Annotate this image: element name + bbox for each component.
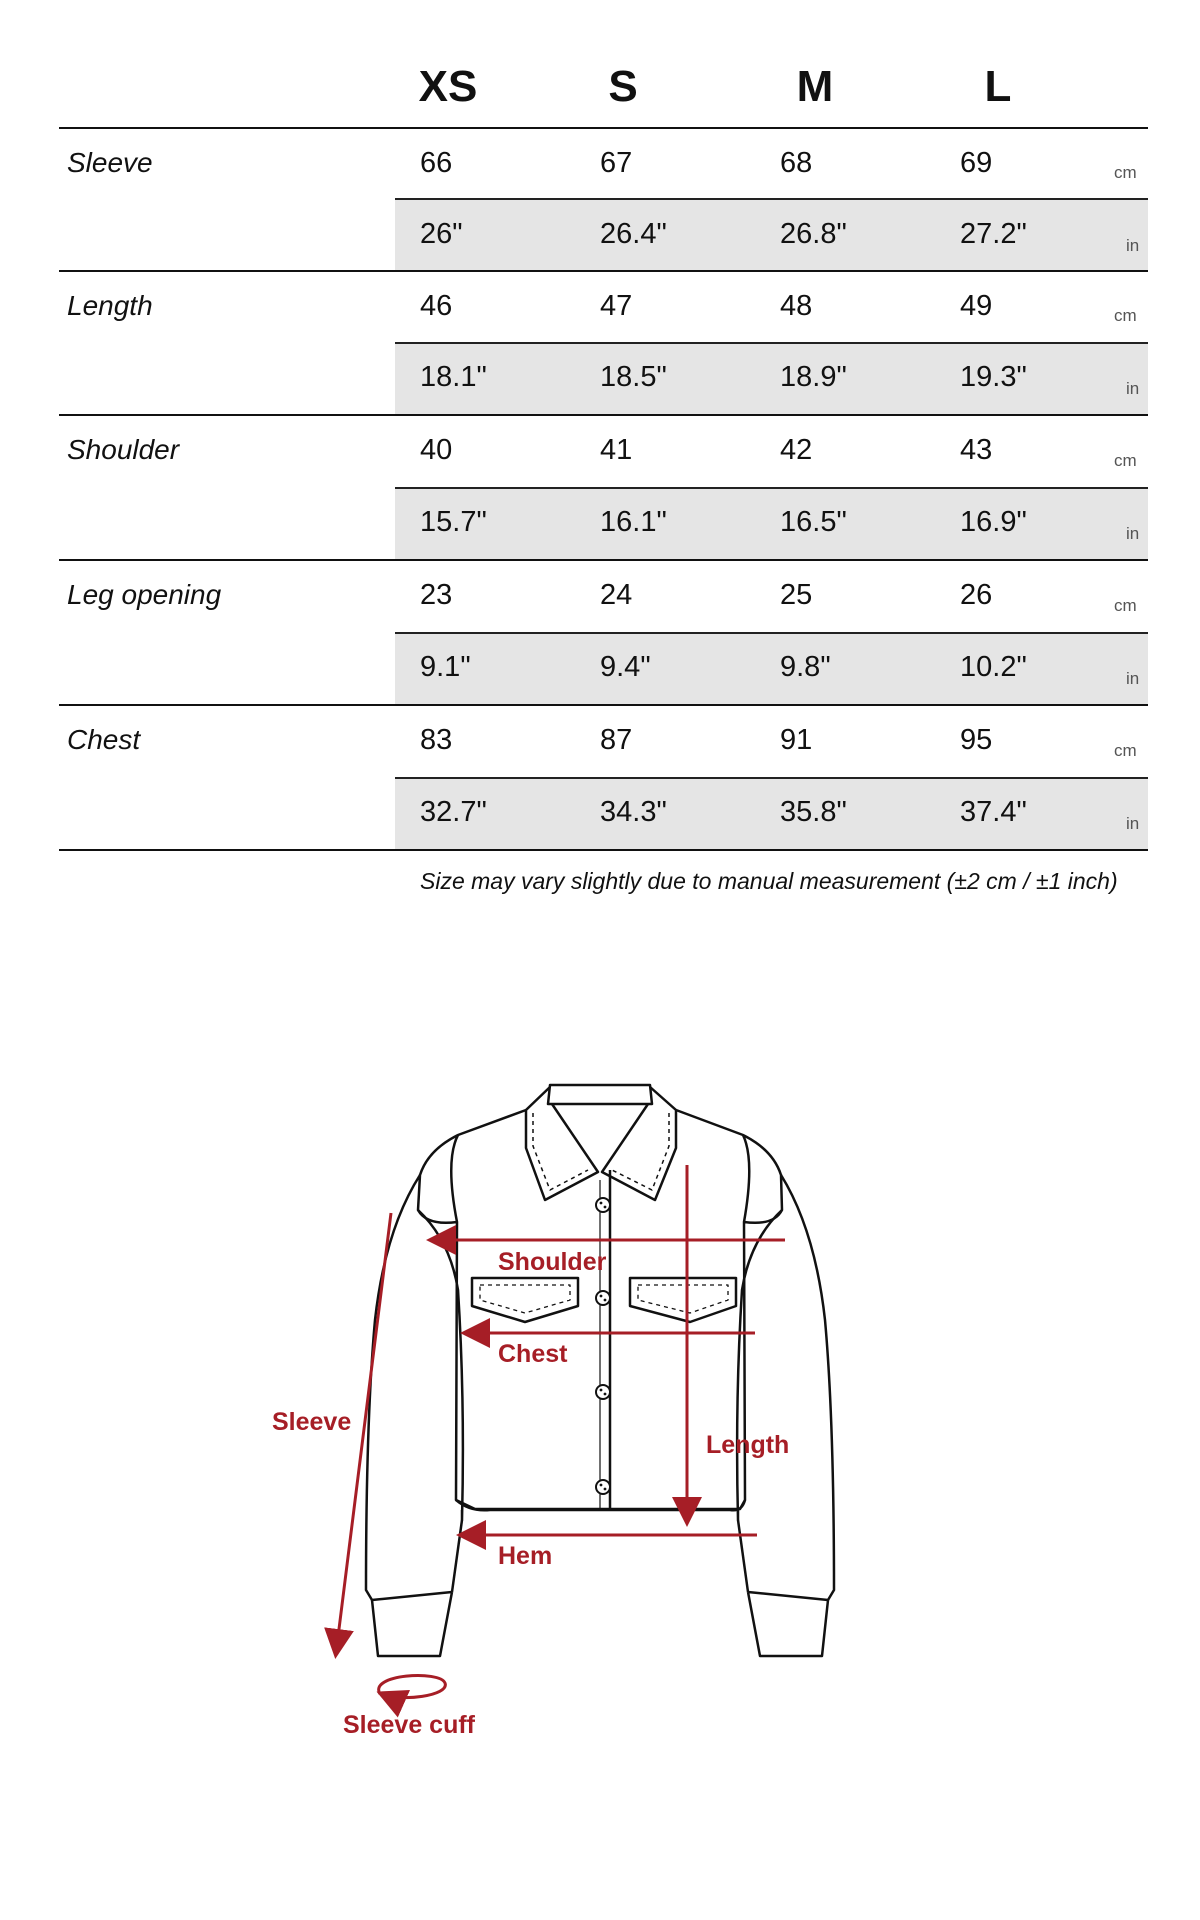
label-sleeve: Sleeve: [272, 1408, 352, 1436]
cell-cm: 87: [600, 724, 633, 756]
unit-cm: cm: [1114, 741, 1137, 760]
label-shoulder: Shoulder: [498, 1248, 607, 1276]
row-label-shoulder: Shoulder: [67, 434, 180, 465]
table-bottom-border: [59, 849, 1148, 851]
unit-cm: cm: [1114, 596, 1137, 615]
unit-in: in: [1126, 814, 1140, 833]
cell-cm: 66: [420, 147, 453, 179]
row-divider: [59, 127, 1148, 129]
row-divider: [59, 559, 1148, 561]
jacket-diagram: [0, 1060, 1200, 1760]
cell-cm: 41: [600, 434, 633, 466]
unit-in: in: [1126, 669, 1140, 688]
cell-in: 26": [420, 218, 463, 250]
inch-row-bg: [395, 634, 1148, 704]
cell-in: 26.8": [780, 218, 847, 250]
unit-in: in: [1126, 379, 1140, 398]
row-label-chest: Chest: [67, 724, 141, 755]
cell-cm: 24: [600, 579, 633, 611]
cell-in: 10.2": [960, 651, 1027, 683]
size-header-l: L: [984, 62, 1012, 111]
row-label-leg-opening: Leg opening: [67, 579, 222, 610]
size-header-xs: XS: [418, 62, 478, 111]
row-divider: [59, 414, 1148, 416]
cell-cm: 69: [960, 147, 993, 179]
button-holes: [600, 1202, 607, 1491]
cell-in: 16.9": [960, 506, 1027, 538]
cell-in: 26.4": [600, 218, 667, 250]
inch-row-bg: [395, 779, 1148, 849]
cell-cm: 49: [960, 290, 993, 322]
unit-in: in: [1126, 236, 1140, 255]
cell-cm: 25: [780, 579, 813, 611]
cell-cm: 46: [420, 290, 453, 322]
cell-cm: 68: [780, 147, 813, 179]
cell-cm: 42: [780, 434, 813, 466]
cell-in: 34.3": [600, 796, 667, 828]
cell-cm: 67: [600, 147, 633, 179]
inch-row-bg: [395, 344, 1148, 414]
cell-cm: 23: [420, 579, 453, 611]
jacket-outline: [366, 1085, 834, 1656]
unit-cm: cm: [1114, 163, 1137, 182]
row-divider: [59, 704, 1148, 706]
row-label-length: Length: [67, 290, 153, 321]
row-divider: [59, 270, 1148, 272]
cell-cm: 48: [780, 290, 813, 322]
cell-in: 18.1": [420, 361, 487, 393]
inch-row-bg: [395, 489, 1148, 559]
cell-in: 35.8": [780, 796, 847, 828]
label-sleeve-cuff: Sleeve cuff: [343, 1711, 476, 1739]
cell-cm: 43: [960, 434, 993, 466]
cell-in: 9.1": [420, 651, 471, 683]
label-chest: Chest: [498, 1340, 568, 1368]
unit-in: in: [1126, 524, 1140, 543]
cell-cm: 83: [420, 724, 453, 756]
cell-in: 19.3": [960, 361, 1027, 393]
cell-in: 27.2": [960, 218, 1027, 250]
label-hem: Hem: [498, 1542, 553, 1570]
cell-in: 9.4": [600, 651, 651, 683]
measurement-note: Size may vary slightly due to manual measurement (±2 cm / ±1 inch): [420, 868, 1118, 894]
cell-in: 9.8": [780, 651, 831, 683]
cell-in: 16.5": [780, 506, 847, 538]
cell-in: 32.7": [420, 796, 487, 828]
unit-cm: cm: [1114, 451, 1137, 470]
cell-in: 16.1": [600, 506, 667, 538]
sleeve-cuff-arrow: [379, 1675, 446, 1697]
cell-cm: 95: [960, 724, 993, 756]
unit-cm: cm: [1114, 306, 1137, 325]
row-label-sleeve: Sleeve: [67, 147, 153, 178]
cell-cm: 47: [600, 290, 633, 322]
button-icons: [596, 1198, 610, 1494]
cell-in: 15.7": [420, 506, 487, 538]
inch-row-bg: [395, 200, 1148, 270]
cell-in: 37.4": [960, 796, 1027, 828]
size-header-s: S: [608, 62, 638, 111]
cell-in: 18.9": [780, 361, 847, 393]
label-length: Length: [706, 1431, 790, 1459]
cell-cm: 26: [960, 579, 993, 611]
cell-cm: 91: [780, 724, 813, 756]
cell-cm: 40: [420, 434, 453, 466]
cell-in: 18.5": [600, 361, 667, 393]
size-header-m: M: [796, 62, 834, 111]
